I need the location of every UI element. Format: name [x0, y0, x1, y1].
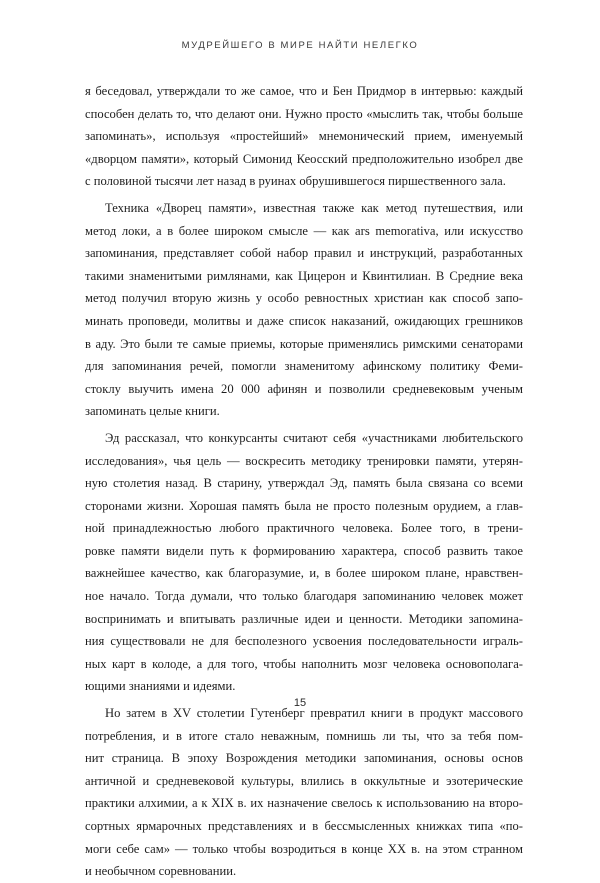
text-line: ния существовали не для бесполезного усвоения последовательности играль- [85, 634, 523, 649]
text-line: сторонами жизни. Хорошая память была не просто полезным орудием, а глав- [85, 498, 523, 513]
text-line: воспринимать и впитывать различные идеи и ценности. Методики запомина- [85, 611, 523, 626]
text-line: ных карт в колоде, а для того, чтобы наполнить мозг человека основополага- [85, 656, 523, 671]
paragraph [85, 197, 523, 423]
text-line: в аду. Это были те самые приемы, которые применялись римскими сенаторами [85, 336, 523, 351]
text-line: сортных ярмарочных представлениях и в бессмысленных книжках типа «по- [85, 819, 523, 833]
text-line: минать проповеди, молитвы и даже список наказаний, ожидающих грешников [85, 313, 523, 328]
text-line: такими знаменитыми римлянами, как Цицерон и Квинтилиан. В Средние века [85, 268, 523, 283]
text-line: ную столетия назад. В старину, утверждал Эд, память была связана со всеми [85, 476, 523, 491]
text-line: античной и средневековой культуры, влились в оккультные и эзотерические [85, 773, 523, 788]
paragraph [85, 427, 523, 698]
text-line: «дворцом памяти», который Симонид Кеосский предположительно изобрел две [85, 151, 523, 166]
text-line: способен делать то, что делают они. Нужно просто «мыслить так, чтобы больше [85, 106, 523, 121]
text-line: Но затем в XV столетии Гутенберг превратил книги в продукт массового [105, 706, 523, 721]
text-line: ющими знаниями и идеями. [85, 679, 236, 694]
running-header: МУДРЕЙШЕГО В МИРЕ НАЙТИ НЕЛЕГКО [181, 40, 419, 51]
body-text [85, 80, 523, 883]
text-line: важнейшее качество, как благоразумие, и, в более широком плане, нравствен- [85, 566, 523, 581]
text-line: практики алхимии, а к XIX в. их назначение свелось к использованию на второ- [85, 796, 523, 811]
paragraph [85, 80, 523, 193]
text-line: для запоминания речей, помогли знаменитому афинскому политику Феми- [85, 359, 523, 374]
text-line: ное начало. Тогда думали, что только благодаря запоминанию человек может [85, 589, 523, 604]
text-line: метод получил вторую жизнь у особо ревностных христиан как способ запо- [85, 291, 523, 306]
page-number: 15 [293, 697, 307, 709]
text-line: стоклу выучить имена 20 000 афинян и позволили средневековым ученым [85, 381, 523, 396]
text-line: запоминать», используя «простейший» мнемонический прием, именуемый [85, 129, 523, 144]
text-line: запоминать целые книги. [85, 404, 220, 419]
paragraph [85, 702, 523, 883]
text-line: запоминания, представляет собой набор правил и инструкций, разработанных [85, 246, 523, 261]
text-line: потребления, и в итоге стало неважным, помнишь ли ты, что за тебя пом- [85, 728, 523, 743]
text-line: Техника «Дворец памяти», известная также как метод путешествия, или [105, 200, 523, 215]
text-line: ной принадлежностью любого практичного человека. Более того, в трени- [85, 521, 523, 536]
text-line: моги себе сам» — только чтобы возродиться в конце XX в. на этом странном [85, 841, 523, 856]
text-line: метод локи, а в более широком смысле — как ars memorativa, или искусство [85, 223, 523, 238]
text-line: и необычном соревновании. [85, 864, 237, 879]
text-line: нит страница. В эпоху Возрождения методики запоминания, основы основ [85, 751, 523, 766]
text-line: исследования», чья цель — воскресить методику тренировки памяти, утерян- [85, 453, 523, 468]
text-line: с половиной тысячи лет назад в руинах обрушившегося пиршественного зала. [85, 174, 506, 189]
text-line: Эд рассказал, что конкурсанты считают себя «участниками любительского [105, 430, 523, 445]
text-line: ровке памяти видели путь к формированию характера, способ развить такое [85, 543, 523, 558]
text-line: я беседовал, утверждали то же самое, что и Бен Придмор в интервью: каждый [85, 84, 523, 98]
